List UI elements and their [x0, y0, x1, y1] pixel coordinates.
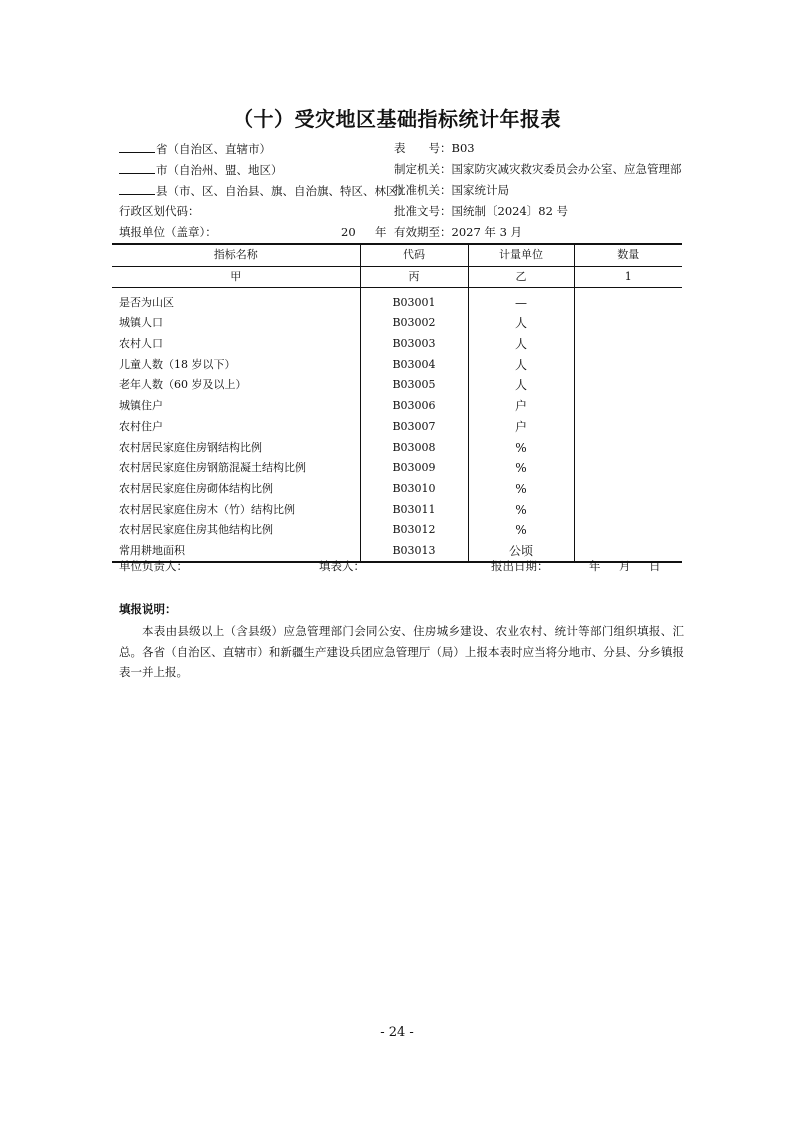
row-quantity-cell[interactable]	[574, 354, 682, 375]
row-name: 农村居民家庭住房木（竹）结构比例	[119, 502, 295, 516]
year-field	[341, 225, 386, 239]
col-header-code: 代码	[360, 244, 468, 266]
row-quantity-cell[interactable]	[574, 479, 682, 500]
row-code: B03002	[360, 313, 468, 334]
row-unit: 人	[468, 334, 574, 355]
row-quantity-cell[interactable]	[574, 396, 682, 417]
notes-body: 本表由县级以上（含县级）应急管理部门会同公安、住房城乡建设、农业农村、统计等部门组织填报、汇总。各省（自治区、直辖市）和新疆生产建设兵团应急管理厅（局）上报本表时应当将分地市、分县、分乡镇报表一并上报。	[119, 624, 684, 680]
row-code: B03004	[360, 354, 468, 375]
city-blank[interactable]	[119, 162, 155, 174]
row-quantity-cell[interactable]	[574, 458, 682, 479]
row-unit: 人	[468, 375, 574, 396]
row-unit: 户	[468, 417, 574, 438]
index-quantity: 1	[574, 266, 682, 288]
unit-head-label: 单位负责人：	[119, 559, 188, 573]
row-name: 老年人数（60 岁及以上）	[119, 378, 247, 392]
report-day-label: 日	[649, 559, 661, 573]
report-date-label: 报出日期：	[491, 559, 549, 573]
index-unit: 乙	[468, 266, 574, 288]
row-code: B03005	[360, 375, 468, 396]
row-name: 儿童人数（18 岁以下）	[119, 357, 236, 371]
fill-unit-label: 填报单位（盖章）：	[119, 225, 217, 239]
table-row	[112, 396, 682, 417]
row-name: 农村居民家庭住房钢筋混凝土结构比例	[119, 461, 306, 475]
row-quantity-cell[interactable]	[574, 375, 682, 396]
page-title: （十）受灾地区基础指标统计年报表	[233, 107, 561, 131]
row-code: B03013	[360, 541, 468, 563]
row-unit: %	[468, 520, 574, 541]
page-number: - 24 -	[380, 1025, 414, 1040]
county-line	[119, 183, 409, 198]
row-unit: %	[468, 479, 574, 500]
row-code: B03008	[360, 437, 468, 458]
row-unit: %	[468, 458, 574, 479]
index-code: 丙	[360, 266, 468, 288]
row-quantity-cell[interactable]	[574, 313, 682, 334]
province-line	[119, 141, 271, 156]
row-quantity-cell[interactable]	[574, 520, 682, 541]
table-row	[112, 458, 682, 479]
row-name: 农村居民家庭住房钢结构比例	[119, 440, 262, 454]
row-name: 常用耕地面积	[112, 541, 360, 563]
notes-title: 填报说明：	[119, 602, 177, 616]
row-quantity-cell[interactable]	[574, 499, 682, 520]
province-blank[interactable]	[119, 141, 155, 153]
table-header-row	[112, 244, 682, 266]
authority: 制定机关：国家防灾减灾救灾委员会办公室、应急管理部	[394, 162, 682, 176]
row-code: B03009	[360, 458, 468, 479]
row-unit: 人	[468, 354, 574, 375]
table-row	[112, 313, 682, 334]
table-row	[112, 354, 682, 375]
table-row	[112, 417, 682, 438]
city-label: 市（自治州、盟、地区）	[156, 163, 283, 177]
row-name: 城镇住户	[119, 399, 163, 413]
row-code: B03007	[360, 417, 468, 438]
row-code: B03003	[360, 334, 468, 355]
city-line	[119, 162, 283, 177]
table-row	[112, 375, 682, 396]
row-quantity-cell[interactable]	[574, 288, 682, 313]
col-header-unit: 计量单位	[468, 244, 574, 266]
row-unit: %	[468, 437, 574, 458]
row-name: 农村住户	[119, 419, 163, 433]
approval-doc: 批准文号：国统制〔2024〕82 号	[394, 204, 569, 218]
row-code: B03001	[360, 288, 468, 313]
row-code: B03011	[360, 499, 468, 520]
report-month-label: 月	[619, 559, 631, 573]
county-label: 县（市、区、自治县、旗、自治旗、特区、林区）	[156, 184, 409, 198]
col-header-quantity: 数量	[574, 244, 682, 266]
row-name: 是否为山区	[119, 295, 174, 309]
valid-until: 有效期至：2027 年 3 月	[394, 225, 523, 239]
row-unit: %	[468, 499, 574, 520]
row-unit: 公顷	[468, 541, 574, 563]
table-row	[112, 334, 682, 355]
index-name: 甲	[112, 266, 360, 288]
table-row	[112, 437, 682, 458]
table-number: 表 号：B03	[394, 141, 475, 155]
row-quantity-cell[interactable]	[574, 437, 682, 458]
table-row	[112, 520, 682, 541]
approval-org: 批准机关：国家统计局	[394, 183, 509, 197]
row-name: 农村居民家庭住房其他结构比例	[119, 523, 273, 537]
row-name: 农村人口	[119, 337, 163, 351]
row-code: B03006	[360, 396, 468, 417]
indicator-table	[112, 243, 682, 563]
row-code: B03012	[360, 520, 468, 541]
row-unit: —	[468, 288, 574, 313]
row-quantity-cell[interactable]	[574, 417, 682, 438]
county-blank[interactable]	[119, 183, 155, 195]
province-label: 省（自治区、直辖市）	[156, 142, 271, 156]
admin-code-label: 行政区划代码：	[119, 204, 200, 218]
report-year-label: 年	[589, 559, 601, 573]
row-unit: 人	[468, 313, 574, 334]
row-code: B03010	[360, 479, 468, 500]
row-unit: 户	[468, 396, 574, 417]
table-row	[112, 479, 682, 500]
year-prefix: 20	[341, 225, 356, 239]
table-index-row	[112, 266, 682, 288]
table-row	[112, 499, 682, 520]
table-row	[112, 288, 682, 313]
filler-label: 填表人：	[319, 559, 365, 573]
row-name: 城镇人口	[119, 316, 163, 330]
year-suffix: 年	[374, 225, 387, 239]
col-header-name: 指标名称	[112, 244, 360, 266]
row-name: 农村居民家庭住房砌体结构比例	[119, 481, 273, 495]
row-quantity-cell[interactable]	[574, 334, 682, 355]
